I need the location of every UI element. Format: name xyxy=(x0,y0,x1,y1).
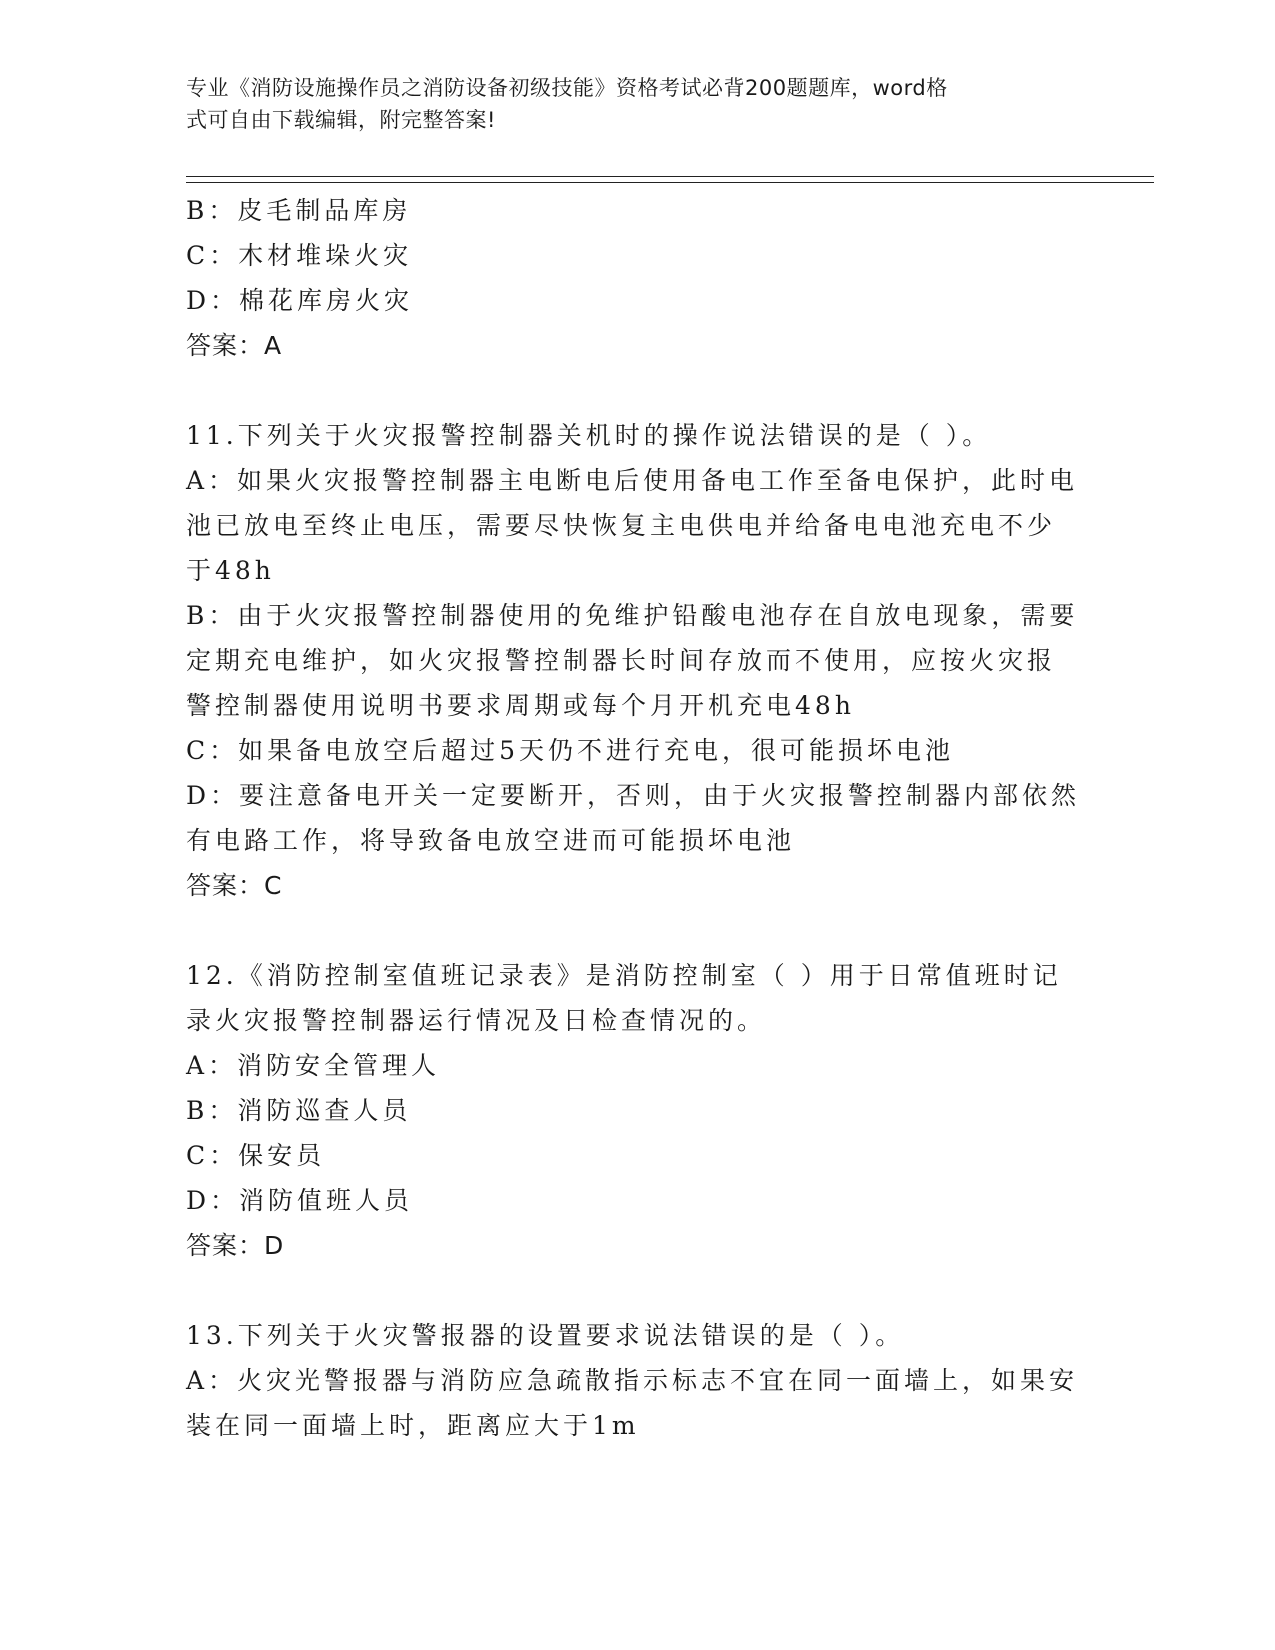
option-d-line-1: D：要注意备电开关一定要断开，否则，由于火灾报警控制器内部依然 xyxy=(186,781,1081,810)
option-b-line-2: 定期充电维护，如火灾报警控制器长时间存放而不使用，应按火灾报 xyxy=(186,646,1057,675)
option-d-line-2: 有电路工作，将导致备电放空进而可能损坏电池 xyxy=(186,826,796,855)
question-11 xyxy=(186,413,1086,908)
question-12 xyxy=(186,953,1086,1268)
question-stem: 11.下列关于火灾报警控制器关机时的操作说法错误的是（ ）。 xyxy=(186,421,992,450)
answer: 答案：A xyxy=(186,331,283,360)
header-line-1: 专业《消防设施操作员之消防设备初级技能》资格考试必背200题题库，word格 xyxy=(186,76,948,100)
option-a-line-1: A：如果火灾报警控制器主电断电后使用备电工作至备电保护，此时电 xyxy=(186,466,1079,495)
option-a-line-3: 于48h xyxy=(186,556,275,585)
option-a-line-2: 装在同一面墙上时，距离应大于1m xyxy=(186,1411,640,1440)
spacer xyxy=(186,908,1086,953)
question-13 xyxy=(186,1313,1086,1448)
question-stem: 13.下列关于火灾警报器的设置要求说法错误的是（ ）。 xyxy=(186,1321,905,1350)
answer: 答案：C xyxy=(186,871,283,900)
option-b: B：皮毛制品库房 xyxy=(186,196,412,225)
option-b-line-3: 警控制器使用说明书要求周期或每个月开机充电48h xyxy=(186,691,855,720)
option-c-line-1: C：如果备电放空后超过5天仍不进行充电，很可能损坏电池 xyxy=(186,736,955,765)
question-stem-line-1: 12.《消防控制室值班记录表》是消防控制室（ ）用于日常值班时记 xyxy=(186,961,1062,990)
header-divider-top xyxy=(186,176,1154,177)
question-content xyxy=(186,188,1086,1448)
option-d: D：消防值班人员 xyxy=(186,1186,414,1215)
option-d: D：棉花库房火灾 xyxy=(186,286,414,315)
answer: 答案：D xyxy=(186,1231,285,1260)
option-a: A：消防安全管理人 xyxy=(186,1051,441,1080)
option-b: B：消防巡查人员 xyxy=(186,1096,412,1125)
header-line-2: 式可自由下载编辑，附完整答案! xyxy=(186,108,496,132)
option-a-line-2: 池已放电至终止电压，需要尽快恢复主电供电并给备电电池充电不少 xyxy=(186,511,1057,540)
header-divider-bottom xyxy=(186,182,1154,183)
option-b-line-1: B：由于火灾报警控制器使用的免维护铅酸电池存在自放电现象，需要 xyxy=(186,601,1079,630)
option-c: C：保安员 xyxy=(186,1141,326,1170)
page-header xyxy=(186,72,1066,136)
spacer xyxy=(186,1268,1086,1313)
question-stem-line-2: 录火灾报警控制器运行情况及日检查情况的。 xyxy=(186,1006,767,1035)
option-c: C：木材堆垛火灾 xyxy=(186,241,413,270)
question-10-tail xyxy=(186,188,1086,368)
spacer xyxy=(186,368,1086,413)
option-a-line-1: A：火灾光警报器与消防应急疏散指示标志不宜在同一面墙上，如果安 xyxy=(186,1366,1079,1395)
